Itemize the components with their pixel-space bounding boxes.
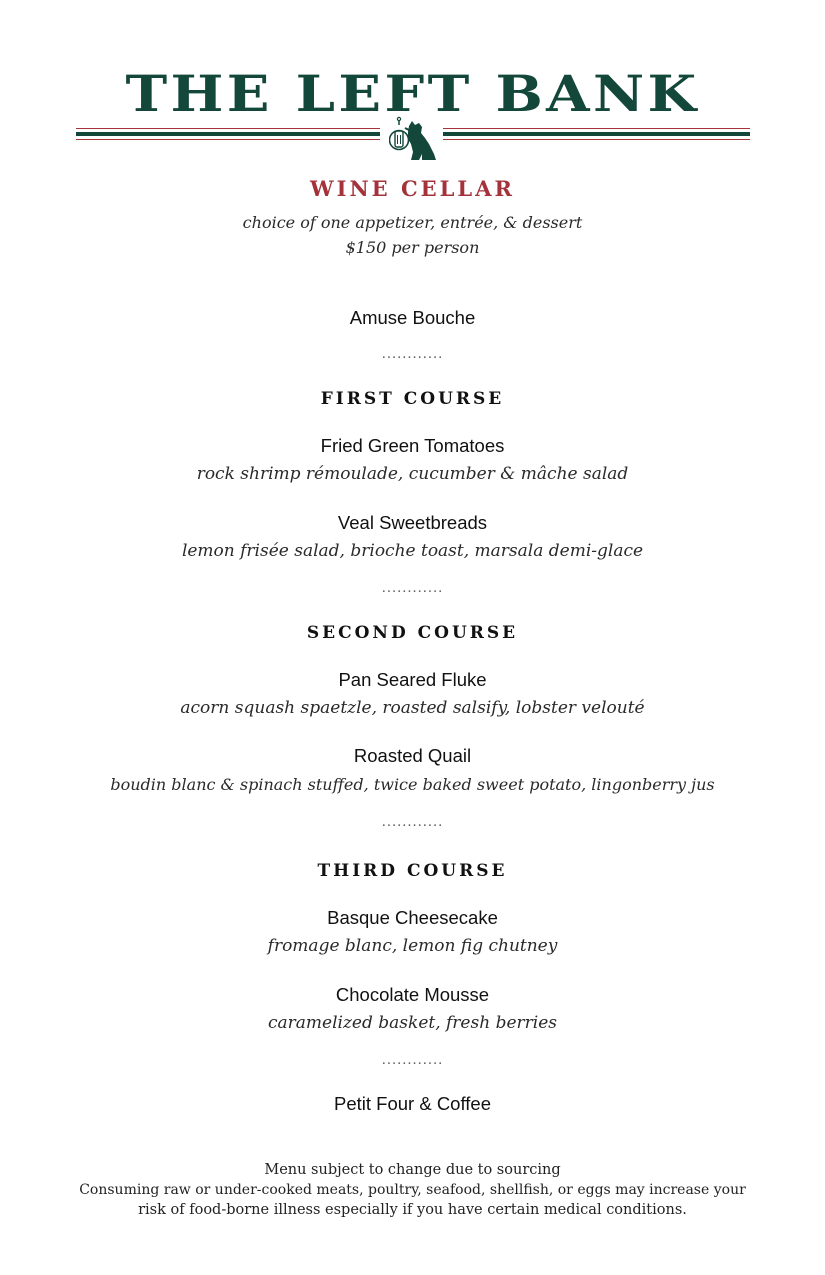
menu-item-description: rock shrimp rémoulade, cucumber & mâche salad [196,464,629,484]
menu-item-description: lemon frisée salad, brioche toast, marsala demi-glace [181,541,644,561]
menu-title: WINE CELLAR [310,176,515,201]
amuse-bouche: Amuse Bouche [349,307,476,328]
menu-item-name: Chocolate Mousse [335,984,490,1005]
menu-item-description: fromage blanc, lemon fig chutney [267,936,558,956]
first-course-heading: FIRST COURSE [320,389,505,409]
footer-health-warning: Consuming raw or under-cooked meats, poultry, seafood, shellfish, or eggs may increase your [79,1182,746,1198]
menu-item-name: Fried Green Tomatoes [320,435,505,456]
second-course-heading: SECOND COURSE [306,623,519,643]
menu-item-name: Pan Seared Fluke [338,669,487,690]
footer-health-warning-cont: risk of food-borne illness especially if you have certain medical conditions. [138,1202,687,1218]
dog-with-lantern-icon [389,114,441,166]
menu-price: $150 per person [345,238,480,257]
separator-dots: ............ [381,581,444,596]
header-rule-left [76,128,380,144]
separator-dots: ............ [381,1053,444,1068]
menu-item-name: Roasted Quail [353,745,472,766]
separator-dots: ............ [381,815,444,830]
petit-four-coffee: Petit Four & Coffee [334,1093,491,1114]
footer-sourcing-note: Menu subject to change due to sourcing [264,1162,561,1178]
menu-item-description: caramelized basket, fresh berries [268,1013,557,1033]
menu-item-description: acorn squash spaetzle, roasted salsify, lobster velouté [180,698,645,718]
header-rule-right [443,128,750,144]
restaurant-name: THE LEFT BANK [125,64,700,123]
menu-intro: choice of one appetizer, entrée, & dessert [242,213,583,232]
menu-item-name: Veal Sweetbreads [337,512,488,533]
separator-dots: ............ [381,347,444,362]
menu-item-name: Basque Cheesecake [327,907,498,928]
menu-item-description: boudin blanc & spinach stuffed, twice baked sweet potato, lingonberry jus [110,775,715,794]
third-course-heading: THIRD COURSE [317,861,508,881]
